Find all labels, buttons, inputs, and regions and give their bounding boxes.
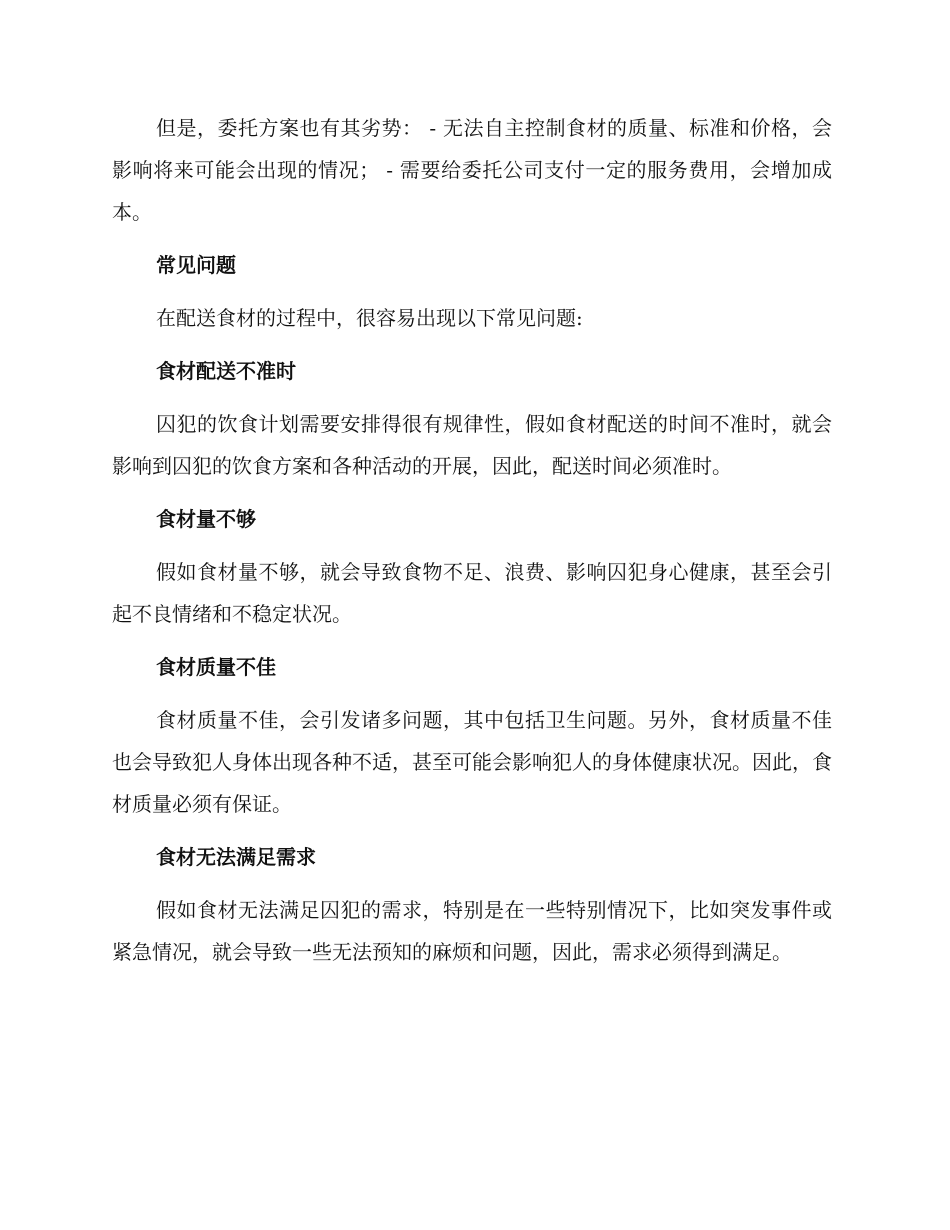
problem-heading-unmet-demand: 食材无法满足需求 xyxy=(156,845,316,869)
intro-paragraph: 但是，委托方案也有其劣势： - 无法自主控制食材的质量、标准和价格，会影响将来可能会出现的情况； - 需要给委托公司支付一定的服务费用，会增加成本。 xyxy=(112,116,832,224)
problem-text-poor-quality: 食材质量不佳，会引发诸多问题，其中包括卫生问题。另外，食材质量不佳也会导致犯人身体出现各种不适，甚至可能会影响犯人的身体健康状况。因此，食材质量必须有保证。 xyxy=(112,708,832,816)
problem-text-insufficient-quantity: 假如食材量不够，就会导致食物不足、浪费、影响囚犯身心健康，甚至会引起不良情绪和不稳定状况。 xyxy=(112,560,832,626)
problem-heading-late-delivery: 食材配送不准时 xyxy=(156,359,296,383)
problem-heading-insufficient-quantity: 食材量不够 xyxy=(156,507,256,531)
problem-text-late-delivery: 囚犯的饮食计划需要安排得很有规律性，假如食材配送的时间不准时，就会影响到囚犯的饮食方案和各种活动的开展，因此，配送时间必须准时。 xyxy=(112,412,832,478)
section-intro-paragraph: 在配送食材的过程中，很容易出现以下常见问题: xyxy=(156,306,583,330)
problem-text-unmet-demand: 假如食材无法满足囚犯的需求，特别是在一些特别情况下，比如突发事件或紧急情况，就会导致一些无法预知的麻烦和问题，因此，需求必须得到满足。 xyxy=(112,898,832,964)
document-body xyxy=(112,107,832,984)
section-heading: 常见问题 xyxy=(156,253,236,277)
problem-heading-poor-quality: 食材质量不佳 xyxy=(156,655,276,679)
